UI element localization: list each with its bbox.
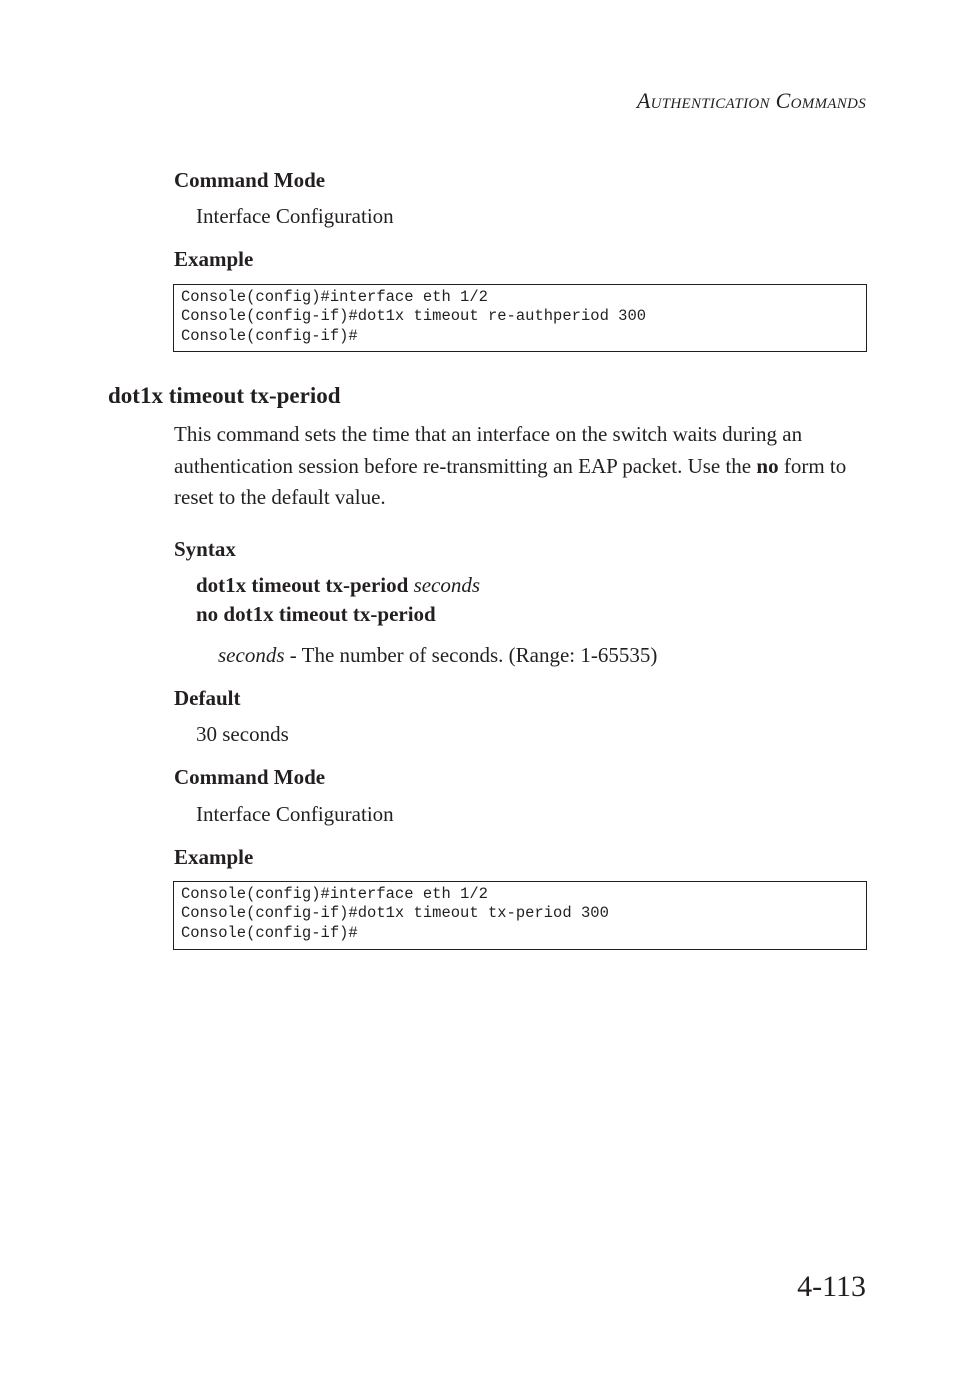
parameter-text: - The number of seconds. (Range: 1-65535)	[284, 643, 658, 667]
syntax-command: dot1x timeout tx-period	[196, 573, 409, 597]
syntax-line-1	[196, 573, 480, 598]
description-text-end: form to reset to the default value.	[174, 453, 847, 509]
syntax-line-2: no dot1x timeout tx-period	[196, 602, 436, 626]
syntax-label: Syntax	[174, 537, 236, 561]
description-text: This command sets the time that an interface on the switch waits during an authentication session before re-transmitting an EAP packet. Use the	[174, 422, 803, 478]
example-label-1: Example	[174, 247, 254, 271]
code-line: Console(config)#interface eth 1/2	[181, 885, 488, 903]
default-value: 30 seconds	[196, 722, 289, 746]
example-code-block-2	[173, 881, 867, 950]
code-line: Console(config-if)#dot1x timeout re-authperiod 300	[181, 307, 647, 326]
code-line: Console(config-if)#dot1x timeout tx-period 300	[181, 904, 609, 923]
command-mode-label-1: Command Mode	[174, 168, 326, 192]
syntax-parameter: seconds	[413, 573, 481, 597]
page-number: 4-113	[797, 1270, 866, 1303]
description-keyword: no	[756, 453, 779, 478]
parameter-name: seconds	[218, 643, 285, 667]
example-code-block-1	[173, 284, 867, 352]
example-label-2: Example	[174, 845, 254, 869]
section-description	[174, 419, 874, 514]
section-title: dot1x timeout tx-period	[108, 383, 341, 408]
command-mode-label-2: Command Mode	[174, 765, 326, 789]
code-line: Console(config-if)#	[181, 326, 358, 345]
code-line: Console(config)#interface eth 1/2	[181, 288, 488, 306]
parameter-description	[218, 643, 657, 668]
code-line: Console(config-if)#	[181, 923, 358, 942]
command-mode-value-1: Interface Configuration	[196, 204, 394, 228]
command-mode-value-2: Interface Configuration	[196, 802, 394, 826]
running-head: Authentication Commands	[636, 88, 866, 113]
default-label: Default	[174, 686, 241, 710]
